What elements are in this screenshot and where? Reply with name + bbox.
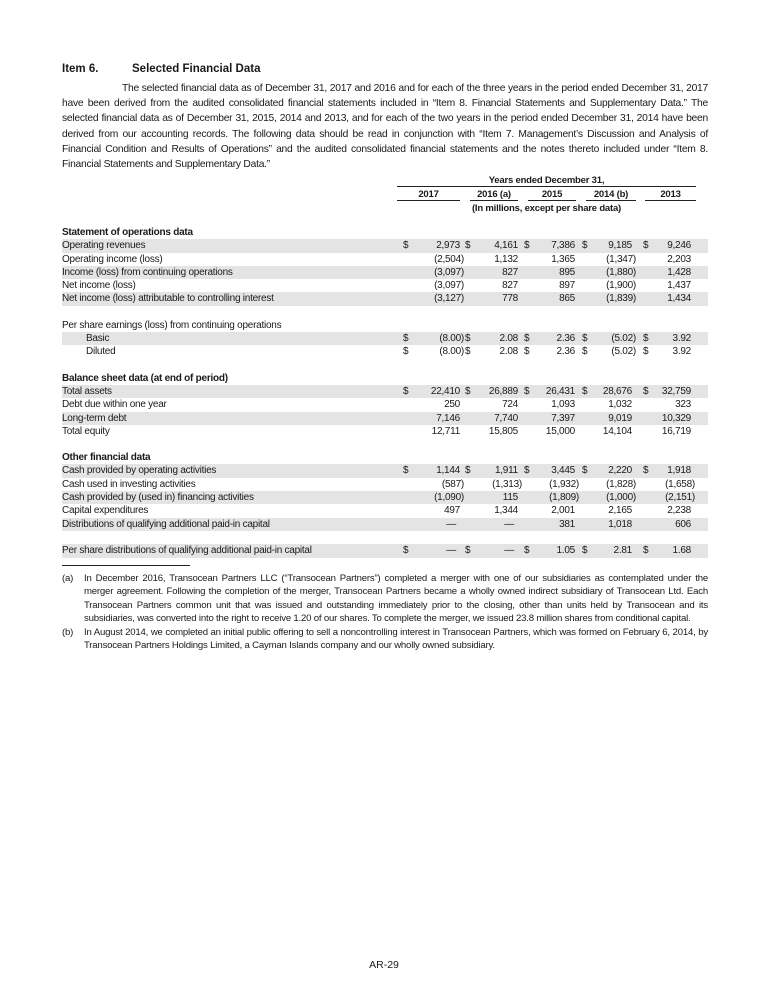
cell-value: 9,185 [608,240,632,252]
row-label: Capital expenditures [62,505,149,517]
cell-value: 10,329 [661,412,691,424]
item-number: Item 6. [62,63,99,75]
dollar-sign: $ [465,465,471,477]
cell-value: (5.02) [611,333,636,345]
table-row [62,332,708,345]
cell-value: (3,097) [434,266,464,278]
table-row [62,518,708,531]
dollar-sign: $ [465,346,471,358]
footnote-marker: (a) [62,573,74,584]
cell-value: 606 [675,518,691,530]
section-title: Balance sheet data (at end of period) [62,372,228,384]
cell-value: 2,203 [667,253,691,265]
cell-value: 2.08 [499,333,518,345]
cell-value: 3.92 [672,333,691,345]
row-label: Basic [86,333,110,345]
cell-value: 2,973 [436,240,460,252]
footnote-text: In August 2014, we completed an initial public offering to sell a noncontrolling interest in Transocean Partners, which was formed on February 6, 2014, by Transocean Partners Holdings Limited, a Cayman Islands company and our wholly owned subsidiary. [84,627,708,652]
dollar-sign: $ [582,346,588,358]
cell-value: 9,019 [608,412,632,424]
row-label: Operating income (loss) [62,253,163,265]
cell-value: (3,127) [434,293,464,305]
dollar-sign: $ [403,333,409,345]
section-header [62,226,708,239]
selected-financial-data-table [62,226,708,558]
section-heading [62,63,260,75]
cell-value: (1,313) [492,478,522,490]
cell-value: 3.92 [672,346,691,358]
table-row [62,266,708,279]
cell-value: 497 [444,505,460,517]
dollar-sign: $ [403,545,409,557]
section-header [62,451,708,464]
cell-value: 15,000 [545,425,575,437]
row-label: Income (loss) from continuing operations [62,266,233,278]
cell-value: 865 [559,293,575,305]
dollar-sign: $ [643,465,649,477]
cell-value: (1,839) [606,293,636,305]
cell-value: 1,018 [608,518,632,530]
cell-value: (8.00) [439,346,464,358]
cell-value: (5.02) [611,346,636,358]
cell-value: (1,347) [606,253,636,265]
cell-value: 250 [444,399,460,411]
dollar-sign: $ [465,240,471,252]
row-label: Cash provided by (used in) financing activities [62,492,254,504]
dollar-sign: $ [403,346,409,358]
section-title: Statement of operations data [62,227,193,238]
cell-value: 381 [559,518,575,530]
cell-value: 4,161 [494,240,518,252]
dollar-sign: $ [524,465,530,477]
footnote-b [62,626,708,653]
table-row [62,398,708,411]
cell-value: 2.36 [556,346,575,358]
dollar-sign: $ [643,240,649,252]
row-label: Cash used in investing activities [62,478,196,490]
cell-value: 26,889 [488,385,518,397]
dollar-sign: $ [524,346,530,358]
cell-value: — [504,518,514,530]
cell-value: (587) [441,478,464,490]
table-row [62,425,708,438]
cell-value: 12,711 [431,425,460,437]
dollar-sign: $ [524,333,530,345]
section-title: Other financial data [62,452,151,464]
cell-value: 7,740 [494,412,518,424]
row-label: Debt due within one year [62,399,167,411]
cell-value: 32,759 [661,385,691,397]
row-label: Per share distributions of qualifying additional paid-in capital [62,545,312,557]
cell-value: 1,437 [667,280,691,292]
table-row [62,412,708,425]
section-header [62,319,708,332]
cell-value: — [446,545,456,557]
cell-value: 2,165 [608,505,632,517]
column-header-2017: 2017 [397,189,460,201]
footnote-divider [62,565,190,566]
cell-value: — [504,545,514,557]
cell-value: 7,397 [551,412,575,424]
cell-value: 2,220 [608,465,632,477]
table-row [62,292,708,305]
dollar-sign: $ [465,385,471,397]
cell-value: 1,093 [551,399,575,411]
row-label: Distributions of qualifying additional paid-in capital [62,518,270,530]
cell-value: 7,146 [436,412,460,424]
cell-value: 724 [502,399,518,411]
table-row [62,478,708,491]
row-label: Diluted [86,346,116,358]
cell-value: 2,001 [551,505,575,517]
column-header-2016: 2016 (a) [470,189,518,201]
cell-value: (1,809) [549,492,579,504]
cell-value: (1,658) [665,478,695,490]
dollar-sign: $ [524,545,530,557]
row-label: Operating revenues [62,240,146,252]
row-label: Total assets [62,385,112,397]
table-row [62,504,708,517]
dollar-sign: $ [524,240,530,252]
cell-value: 2,238 [667,505,691,517]
cell-value: 14,104 [602,425,632,437]
cell-value: (2,151) [665,492,695,504]
dollar-sign: $ [643,333,649,345]
cell-value: (1,000) [606,492,636,504]
cell-value: 1,434 [667,293,691,305]
cell-value: 3,445 [551,465,575,477]
cell-value: 9,246 [667,240,691,252]
cell-value: 2.81 [613,545,632,557]
dollar-sign: $ [403,465,409,477]
cell-value: 15,805 [488,425,518,437]
dollar-sign: $ [582,240,588,252]
cell-value: 1.68 [672,545,691,557]
cell-value: 1,365 [551,253,575,265]
cell-value: 1,132 [494,253,518,265]
row-label: Net income (loss) [62,280,136,292]
dollar-sign: $ [582,465,588,477]
cell-value: 2.36 [556,333,575,345]
cell-value: 26,431 [545,385,575,397]
cell-value: (1,828) [606,478,636,490]
cell-value: 2.08 [499,346,518,358]
row-label: Long-term debt [62,412,127,424]
cell-value: (2,504) [434,253,464,265]
cell-value: 115 [502,492,518,504]
units-note: (In millions, except per share data) [471,203,622,214]
cell-value: 1,144 [436,465,460,477]
cell-value: (1,900) [606,280,636,292]
cell-value: 16,719 [661,425,691,437]
table-row [62,253,708,266]
dollar-sign: $ [403,385,409,397]
table-row [62,345,708,358]
cell-value: (3,097) [434,280,464,292]
footnote-a [62,572,708,626]
table-row [62,239,708,252]
dollar-sign: $ [465,545,471,557]
cell-value: 1,428 [667,266,691,278]
cell-value: 827 [502,266,518,278]
column-header-2013: 2013 [645,189,696,201]
dollar-sign: $ [582,385,588,397]
cell-value: 1,911 [494,465,518,477]
cell-value: 778 [502,293,518,305]
cell-value: 1,344 [494,505,518,517]
footnote-text: In December 2016, Transocean Partners LLC (“Transocean Partners”) completed a merger with one of our subsidiaries as contemplated under the merger agreement. Following the completion of the merger, Transocean Partners became a wholly owned indirect subsidiary of Transocean Ltd. Each Transocean Partners common unit that was issued and outstanding immediately prior to the closing, other than units held by Transocean and its subsidiaries, was converted into the right to receive 1.20 of our shares. To complete the merger, we issued 23.8 million shares from conditional capital. [84,573,708,625]
section-header [62,372,708,385]
table-row [62,385,708,398]
cell-value: — [446,518,456,530]
dollar-sign: $ [524,385,530,397]
dollar-sign: $ [643,346,649,358]
cell-value: 895 [559,266,575,278]
cell-value: 7,386 [551,240,575,252]
item-title: Selected Financial Data [132,63,261,75]
row-label: Net income (loss) attributable to controlling interest [62,293,274,305]
cell-value: 827 [502,280,518,292]
years-ended-header: Years ended December 31, [397,175,696,187]
cell-value: 1.05 [556,545,575,557]
dollar-sign: $ [582,545,588,557]
column-header-2015: 2015 [528,189,576,201]
table-row [62,464,708,477]
cell-value: 1,918 [667,465,691,477]
intro-paragraph: The selected financial data as of December 31, 2017 and 2016 and for each of the three years in the period ended December 31, 2017 have been derived from the audited consolidated financial statements included in “Item 8. Financial Statements and Supplementary Data.” The selected financial data as of December 31, 2015, 2014 and 2013, and for each of the two years in the period ended December 31, 2014 have been derived from our accounting records. The following data should be read in conjunction with “Item 7. Management’s Discussion and Analysis of Financial Condition and Results of Operations” and the audited consolidated financial statements and the notes thereto included under “Item 8. Financial Statements and Supplementary Data.” [62,83,708,171]
cell-value: 323 [675,399,691,411]
cell-value: (1,090) [434,492,464,504]
dollar-sign: $ [582,333,588,345]
table-row [62,279,708,292]
table-row [62,491,708,504]
dollar-sign: $ [643,385,649,397]
row-label: Total equity [62,425,110,437]
cell-value: 28,676 [602,385,632,397]
cell-value: 22,410 [430,385,460,397]
row-label: Cash provided by operating activities [62,465,217,477]
dollar-sign: $ [465,333,471,345]
column-header-2014: 2014 (b) [586,189,636,201]
footnote-marker: (b) [62,627,74,638]
table-row [62,544,708,557]
cell-value: (1,932) [549,478,579,490]
section-title: Per share earnings (loss) from continuing operations [62,319,282,331]
cell-value: (1,880) [606,266,636,278]
cell-value: (8.00) [439,333,464,345]
page-number: AR-29 [369,959,399,971]
dollar-sign: $ [403,240,409,252]
cell-value: 1,032 [608,399,632,411]
cell-value: 897 [559,280,575,292]
dollar-sign: $ [643,545,649,557]
